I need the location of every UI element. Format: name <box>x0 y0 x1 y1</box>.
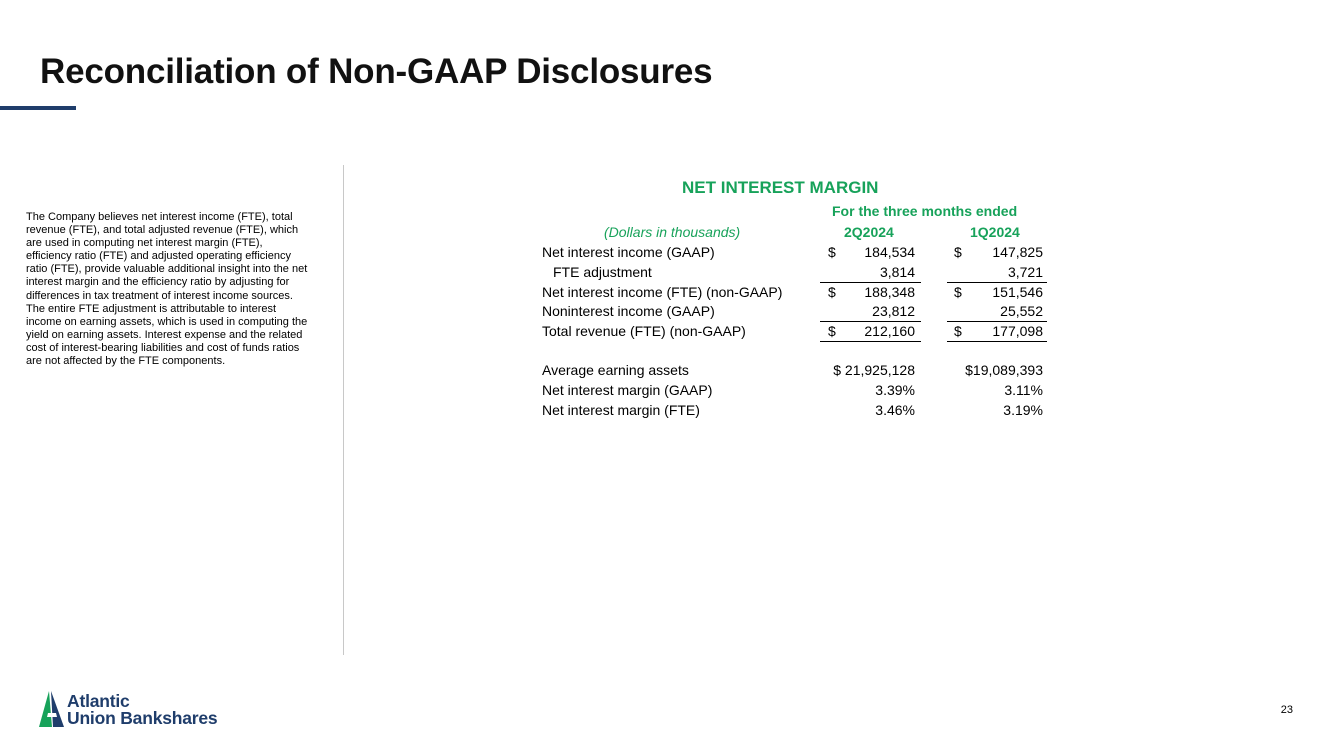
page-number: 23 <box>1280 704 1293 716</box>
value-2q2024: 23,812 <box>872 303 915 319</box>
value-2q2024: $ 21,925,128 <box>833 362 915 378</box>
currency-symbol: $ <box>954 244 962 260</box>
table-title: NET INTEREST MARGIN <box>682 178 879 197</box>
period-header: For the three months ended <box>832 203 1018 219</box>
value-2q2024: 3,814 <box>879 264 915 280</box>
column-header-2q2024: 2Q2024 <box>844 224 894 240</box>
currency-symbol: $ <box>828 244 836 260</box>
title-accent-bar <box>0 106 76 110</box>
vertical-divider <box>343 165 344 655</box>
page-title: Reconciliation of Non-GAAP Disclosures <box>40 52 713 91</box>
total-rule <box>820 341 921 342</box>
logo-wordmark <box>67 693 217 727</box>
row-label-total-revenue-fte: Total revenue (FTE) (non-GAAP) <box>542 323 746 339</box>
row-label-net-interest-income-gaap: Net interest income (GAAP) <box>542 244 715 260</box>
subtotal-rule <box>820 282 921 283</box>
atlantic-union-bankshares-logo <box>38 691 278 731</box>
value-1q2024: 3.19% <box>1003 402 1043 418</box>
row-label-net-interest-income-fte: Net interest income (FTE) (non-GAAP) <box>542 284 783 300</box>
currency-symbol: $ <box>828 323 836 339</box>
row-label-fte-adjustment: FTE adjustment <box>553 264 652 280</box>
value-1q2024: 3.11% <box>1004 382 1043 398</box>
subtotal-rule <box>947 282 1047 283</box>
value-2q2024: 3.39% <box>875 382 915 398</box>
intro-paragraph: The Company believes net interest income (FTE), total revenue (FTE), and total adjusted revenue (FTE), which are used in computing net interest margin (FTE), efficiency ratio (FTE) and adjusted operating efficiency ratio (FTE), provide valuable additional insight into the net interest margin and the efficiency ratio by adjusting for differences in tax treatment of interest income sources. The entire FTE adjustment is attributable to interest income on earning assets, which is used in computing the yield on earning assets. Interest expense and the related cost of interest-bearing liabilities and cost of funds ratios are not affected by the FTE components. <box>26 211 308 368</box>
column-header-1q2024: 1Q2024 <box>970 224 1020 240</box>
row-label-noninterest-income: Noninterest income (GAAP) <box>542 303 715 319</box>
logo-mark-icon <box>38 691 66 727</box>
units-label: (Dollars in thousands) <box>604 224 741 240</box>
value-1q2024: 177,098 <box>992 323 1043 339</box>
currency-symbol: $ <box>954 284 962 300</box>
value-1q2024: 3,721 <box>1007 264 1043 280</box>
subtotal-rule <box>820 321 921 322</box>
value-2q2024: 3.46% <box>875 402 915 418</box>
value-1q2024: 151,546 <box>992 284 1043 300</box>
value-1q2024: 147,825 <box>992 244 1043 260</box>
total-rule <box>947 341 1047 342</box>
value-2q2024: 188,348 <box>864 284 915 300</box>
logo-line-2: Union Bankshares <box>67 708 218 728</box>
value-2q2024: 212,160 <box>864 323 915 339</box>
logo-line-1: Atlantic <box>67 691 130 711</box>
subtotal-rule <box>947 321 1047 322</box>
value-1q2024: 25,552 <box>1000 303 1043 319</box>
currency-symbol: $ <box>954 323 962 339</box>
row-label-average-earning-assets: Average earning assets <box>542 362 689 378</box>
row-label-nim-fte: Net interest margin (FTE) <box>542 402 700 418</box>
currency-symbol: $ <box>828 284 836 300</box>
value-1q2024: $19,089,393 <box>965 362 1043 378</box>
row-label-nim-gaap: Net interest margin (GAAP) <box>542 382 713 398</box>
value-2q2024: 184,534 <box>864 244 915 260</box>
